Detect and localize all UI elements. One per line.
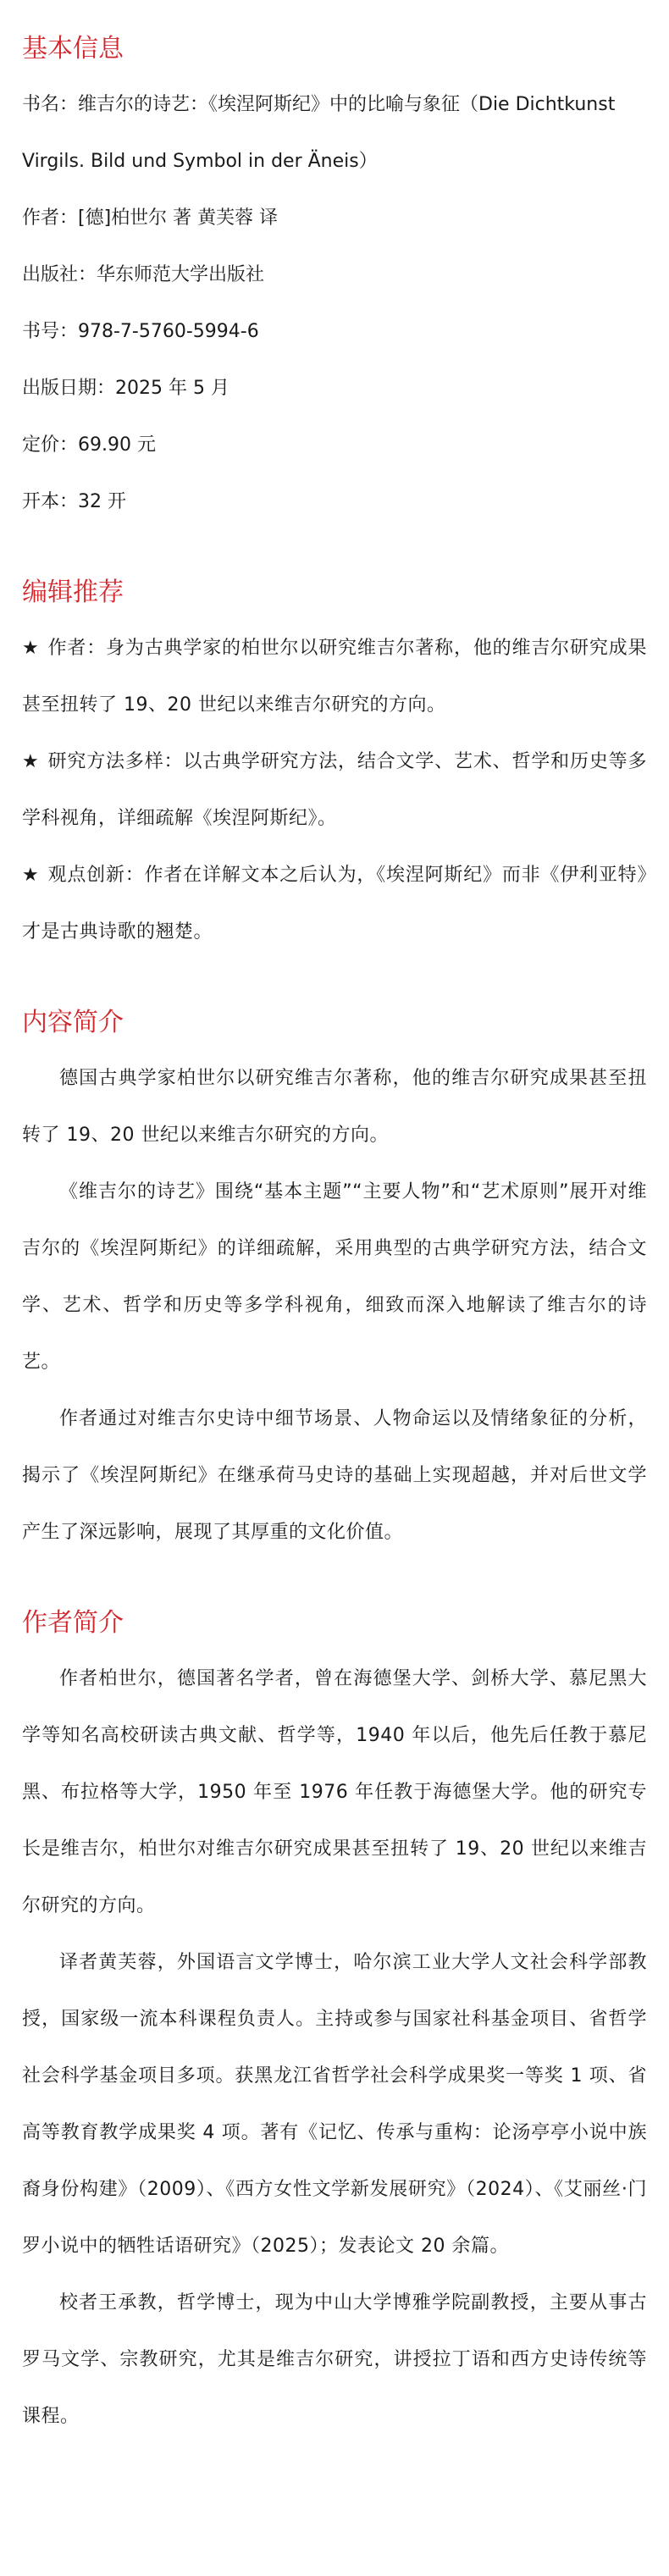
star-icon: ★ [22,638,40,659]
recommend-item-text: 研究方法多样：以古典学研究方法，结合文学、艺术、哲学和历史等多学科视角，详细疏解《埃涅阿斯纪》。 [22,751,647,829]
content-intro-section [22,1003,647,1561]
author-paragraph: 作者柏世尔，德国著名学者，曾在海德堡大学、剑桥大学、慕尼黑大学等知名高校研读古典文献、哲学等，1940 年以后，他先后任教于慕尼黑、布拉格等大学，1950 年至 1976 年任教于海德堡大学。他的研究专长是维吉尔，柏世尔对维吉尔研究成果甚至扭转了 19、20 世纪以来维吉尔研究的方向。 [22,1668,647,1916]
recommend-item-text: 观点创新：作者在详解文本之后认为，《埃涅阿斯纪》而非《伊利亚特》才是古典诗歌的翘楚。 [22,865,647,943]
book-author: 作者：[德]柏世尔 著 黄芙蓉 译 [22,207,279,229]
section-title-author-intro: 作者简介 [22,1608,124,1638]
content-paragraph: 《维吉尔的诗艺》围绕“基本主题”“主要人物”和“艺术原则”展开对维吉尔的《埃涅阿斯纪》的详细疏解，采用典型的古典学研究方法，结合文学、艺术、哲学和历史等多学科视角，细致而深入地解读了维吉尔的诗艺。 [22,1181,647,1373]
book-publisher: 出版社：华东师范大学出版社 [22,264,265,285]
author-intro-section [22,1603,647,2445]
book-price: 定价：69.90 元 [22,434,156,456]
content-paragraph: 作者通过对维吉尔史诗中细节场景、人物命运以及情绪象征的分析，揭示了《埃涅阿斯纪》在继承荷马史诗的基础上实现超越，并对后世文学产生了深远影响，展现了其厚重的文化价值。 [22,1408,647,1543]
translator-paragraph: 译者黄芙蓉，外国语言文学博士，哈尔滨工业大学人文社会科学部教授，国家级一流本科课程负责人。主持或参与国家社科基金项目、省哲学社会科学基金项目多项。获黑龙江省哲学社会科学成果奖一等奖 1 项、省高等教育教学成果奖 4 项。著有《记忆、传承与重构：论汤亭亭小说中族裔身份构建》（2009）、《西方女性文学新发展研究》（2024）、《艾丽丝·门罗小说中的牺牲话语研究》（2025）；发表论文 20 余篇。 [22,1952,647,2257]
star-icon: ★ [22,865,40,886]
editor-recommend-section [22,572,647,960]
book-name: 书名：维吉尔的诗艺：《埃涅阿斯纪》中的比喻与象征（Die Dichtkunst Virgils. Bild und Symbol in der Äneis） [22,94,616,172]
section-title-basic-info: 基本信息 [22,34,124,64]
recommend-item [22,620,647,733]
content-paragraph: 德国古典学家柏世尔以研究维吉尔著称，他的维吉尔研究成果甚至扭转了 19、20 世纪以来维吉尔研究的方向。 [22,1068,647,1146]
book-pub-date: 出版日期：2025 年 5 月 [22,378,229,399]
star-icon: ★ [22,751,40,772]
section-title-editor-recommend: 编辑推荐 [22,578,124,607]
recommend-item-text: 作者：身为古典学家的柏世尔以研究维吉尔著称，他的维吉尔研究成果甚至扭转了 19、20 世纪以来维吉尔研究的方向。 [22,638,647,716]
recommend-item [22,847,647,960]
book-isbn: 书号：978-7-5760-5994-6 [22,321,259,342]
book-format: 开本：32 开 [22,491,126,512]
proofreader-paragraph: 校者王承教，哲学博士，现为中山大学博雅学院副教授，主要从事古罗马文学、宗教研究，尤其是维吉尔研究，讲授拉丁语和西方史诗传统等课程。 [22,2292,647,2427]
section-title-content-intro: 内容简介 [22,1008,124,1037]
recommend-item [22,733,647,847]
basic-info-section [22,29,647,530]
